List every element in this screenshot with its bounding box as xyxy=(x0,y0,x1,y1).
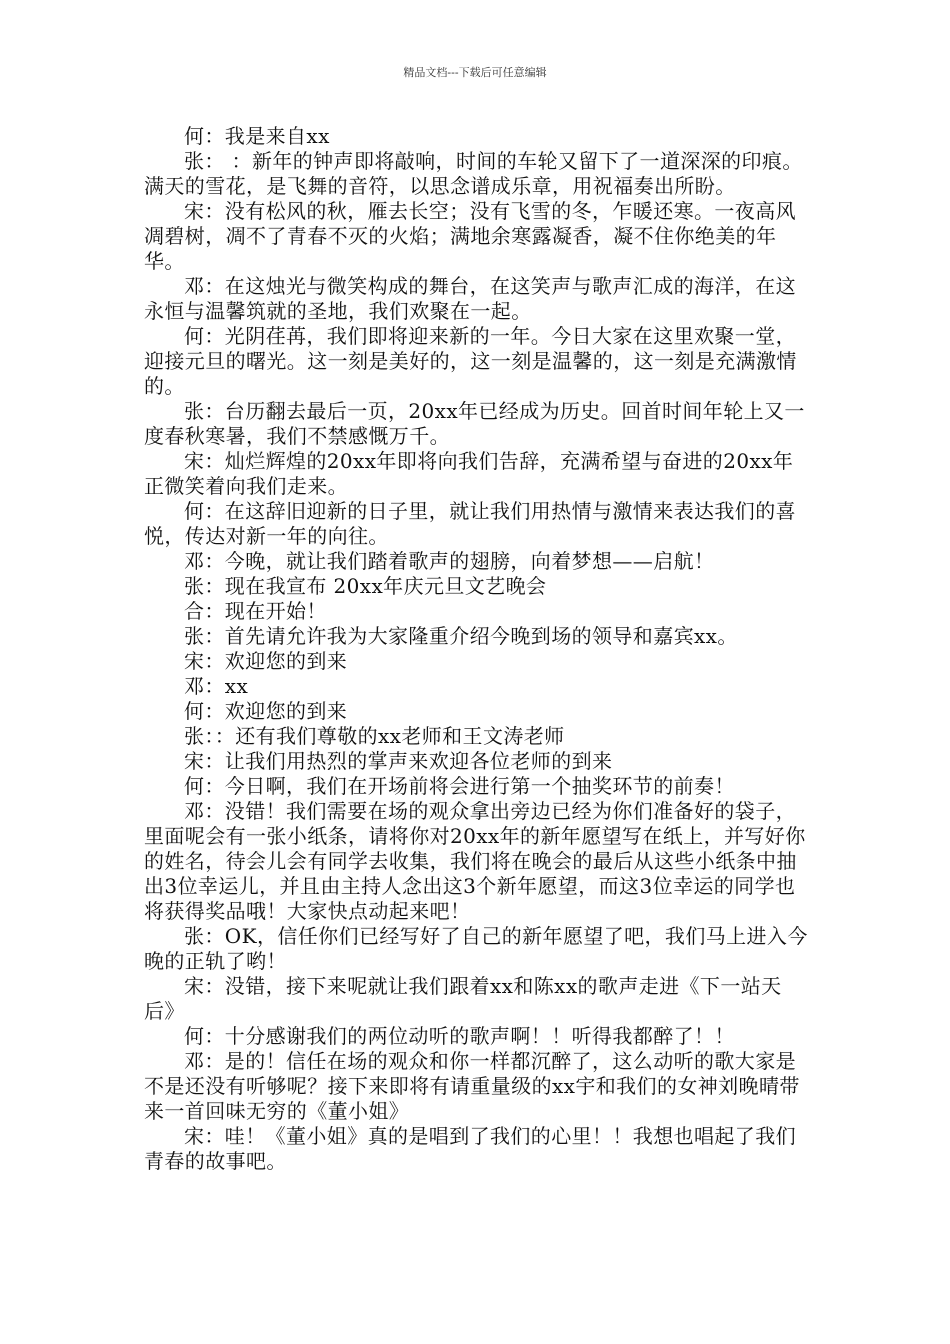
paragraph: 宋：没错，接下来呢就让我们跟着xx和陈xx的歌声走进《下一站天后》 xyxy=(144,974,782,1023)
paragraph: 何：我是来自xx xyxy=(184,124,330,148)
paragraph: 张： ：新年的钟声即将敲响，时间的车轮又留下了一道深深的印痕。 满天的雪花，是飞舞的音符，以思念谱成乐章，用祝福奏出所盼。 xyxy=(144,149,803,198)
paragraph: 张：台历翻去最后一页，20xx年已经成为历史。回首时间年轮上又一度春秋寒暑，我们不禁感慨万千。 xyxy=(144,399,805,448)
paragraph: 何：光阴荏苒，我们即将迎来新的一年。今日大家在这里欢聚一堂，迎接元旦的曙光。这一刻是美好的，这一刻是温馨的，这一刻是充满激情的。 xyxy=(144,324,797,398)
paragraph: 宋：灿烂辉煌的20xx年即将向我们告辞，充满希望与奋进的20xx年正微笑着向我们走来。 xyxy=(144,449,794,498)
paragraph: 何：在这辞旧迎新的日子里，就让我们用热情与激情来表达我们的喜悦，传达对新一年的向往。 xyxy=(144,499,796,548)
paragraph: 何：十分感谢我们的两位动听的歌声啊！！听得我都醉了！！ xyxy=(184,1024,735,1048)
paragraph: 邓：在这烛光与微笑构成的舞台，在这笑声与歌声汇成的海洋，在这永恒与温馨筑就的圣地，我们欢聚在一起。 xyxy=(144,274,796,323)
paragraph: 宋：没有松风的秋，雁去长空；没有飞雪的冬，乍暖还寒。一夜高风凋碧树，凋不了青春不灭的火焰；满地余寒露凝香，凝不住你绝美的年华。 xyxy=(144,199,796,273)
paragraph: 邓：是的！信任在场的观众和你一样都沉醉了，这么动听的歌大家是不是还没有听够呢？接下来即将有请重量级的xx宇和我们的女神刘晚晴带来一首回味无穷的《董小姐》 xyxy=(144,1049,800,1123)
paragraph: 宋：让我们用热烈的掌声来欢迎各位老师的到来 xyxy=(184,749,613,773)
document-body xyxy=(144,124,812,1174)
paragraph: 张：OK，信任你们已经写好了自己的新年愿望了吧，我们马上进入今晚的正轨了哟！ xyxy=(144,924,808,973)
paragraph: 合：现在开始！ xyxy=(184,599,327,623)
paragraph: 宋：哇！《董小姐》真的是唱到了我们的心里！！我想也唱起了我们青春的故事吧。 xyxy=(144,1124,796,1173)
paragraph: 张：：还有我们尊敬的xx老师和王文涛老师 xyxy=(184,724,565,748)
paragraph: 何：今日啊，我们在开场前将会进行第一个抽奖环节的前奏！ xyxy=(184,774,735,798)
paragraph: 张：现在我宣布 20xx年庆元旦文艺晚会 xyxy=(184,574,547,598)
paragraph: 何：欢迎您的到来 xyxy=(184,699,348,723)
paragraph: 邓：xx xyxy=(184,674,249,698)
page-header: 精品文档---下载后可任意编辑 xyxy=(403,66,547,79)
paragraph: 邓：今晚，就让我们踏着歌声的翅膀，向着梦想——启航！ xyxy=(184,549,715,573)
paragraph: 邓：没错！我们需要在场的观众拿出旁边已经为你们准备好的袋子，里面呢会有一张小纸条，请将你对20xx年的新年愿望写在纸上，并写好你的姓名，待会儿会有同学去收集，我们将在晚会的最后从这些小纸条中抽出3位幸运儿，并且由主持人念出这3个新年愿望，而这3位幸运的同学也将获得奖品哦！大家快点动起来吧！ xyxy=(144,799,806,923)
paragraph: 宋：欢迎您的到来 xyxy=(184,649,348,673)
paragraph: 张：首先请允许我为大家隆重介绍今晚到场的领导和嘉宾xx。 xyxy=(184,624,738,648)
